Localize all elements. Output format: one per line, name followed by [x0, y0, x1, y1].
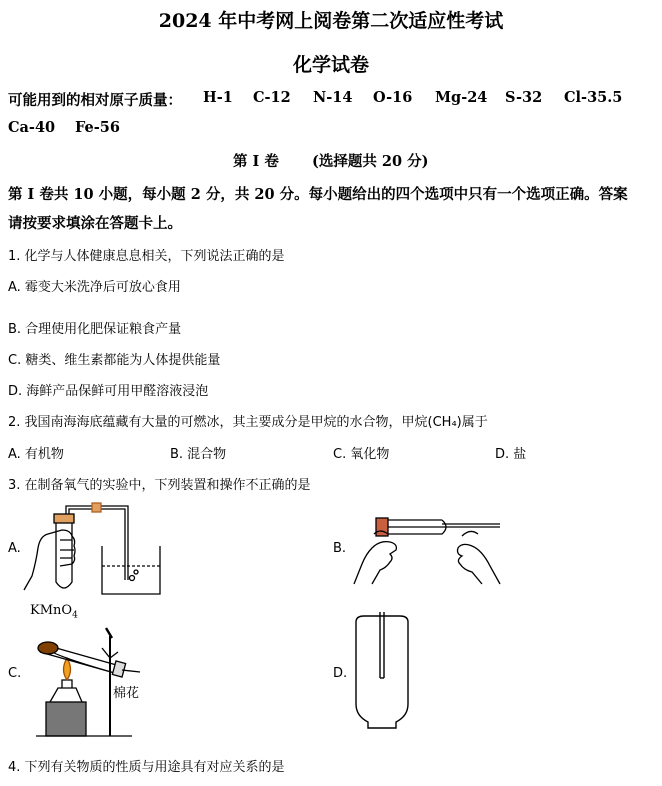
- q3-label-b: B.: [333, 541, 347, 556]
- atomic-mass-item: O-16: [373, 89, 413, 106]
- q1-option-c: C. 糖类、维生素都能为人体提供能量: [8, 353, 221, 368]
- q2-option-b: B. 混合物: [170, 447, 227, 462]
- q3-label-d: D.: [333, 666, 348, 681]
- figure-c-cotton-label: 棉花: [113, 686, 140, 701]
- q3-label-a: A.: [8, 541, 21, 556]
- exam-subtitle: 化学试卷: [292, 54, 369, 76]
- figure-b-tube-connection: [350, 510, 510, 585]
- atomic-mass-item: Mg-24: [435, 89, 488, 106]
- atomic-mass-item: S-32: [505, 89, 543, 106]
- atomic-mass-item: H-1: [203, 89, 233, 106]
- q2-option-c: C. 氧化物: [333, 447, 390, 462]
- atomic-mass-label: 可能用到的相对原子质量：: [8, 92, 182, 109]
- q3-stem: 3. 在制备氧气的实验中，下列装置和操作不正确的是: [8, 478, 311, 493]
- figure-a-airtight-check: [22, 500, 162, 600]
- q2-option-a: A. 有机物: [8, 447, 64, 462]
- q1-stem: 1. 化学与人体健康息息相关，下列说法正确的是: [8, 249, 285, 264]
- section-instruction-line2: 请按要求填涂在答题卡上。: [8, 215, 182, 232]
- atomic-mass-item: Fe-56: [75, 119, 120, 136]
- q2-stem: 2. 我国南海海底蕴藏有大量的可燃冰，其主要成分是甲烷的水合物，甲烷(CH₄)属于: [8, 415, 488, 430]
- q2-option-d: D. 盐: [495, 447, 527, 462]
- q4-stem: 4. 下列有关物质的性质与用途具有对应关系的是: [8, 760, 285, 775]
- q1-option-d: D. 海鲜产品保鲜可用甲醛溶液浸泡: [8, 384, 209, 399]
- figure-d-gas-bottle: [350, 612, 414, 730]
- section-instruction-line1: 第 I 卷共 10 小题，每小题 2 分，共 20 分。每小题给出的四个选项中只有一个选项正确。答案: [8, 186, 628, 203]
- atomic-mass-item: N-14: [313, 89, 353, 106]
- exam-title: 2024 年中考网上阅卷第二次适应性考试: [158, 10, 504, 32]
- atomic-mass-item: Ca-40: [8, 119, 56, 136]
- q3-label-c: C.: [8, 666, 22, 681]
- q1-option-b: B. 合理使用化肥保证粮食产量: [8, 322, 182, 337]
- atomic-mass-item: Cl-35.5: [564, 89, 623, 106]
- atomic-mass-item: C-12: [253, 89, 291, 106]
- figure-c-reagent-label: KMnO$_4$: [30, 603, 78, 621]
- section-subtitle: (选择题共 20 分): [312, 153, 429, 170]
- q1-option-a: A. 霉变大米洗净后可放心食用: [8, 280, 181, 295]
- figure-c-kmno4-heating: [32, 622, 152, 740]
- section-title: 第 I 卷: [233, 153, 279, 170]
